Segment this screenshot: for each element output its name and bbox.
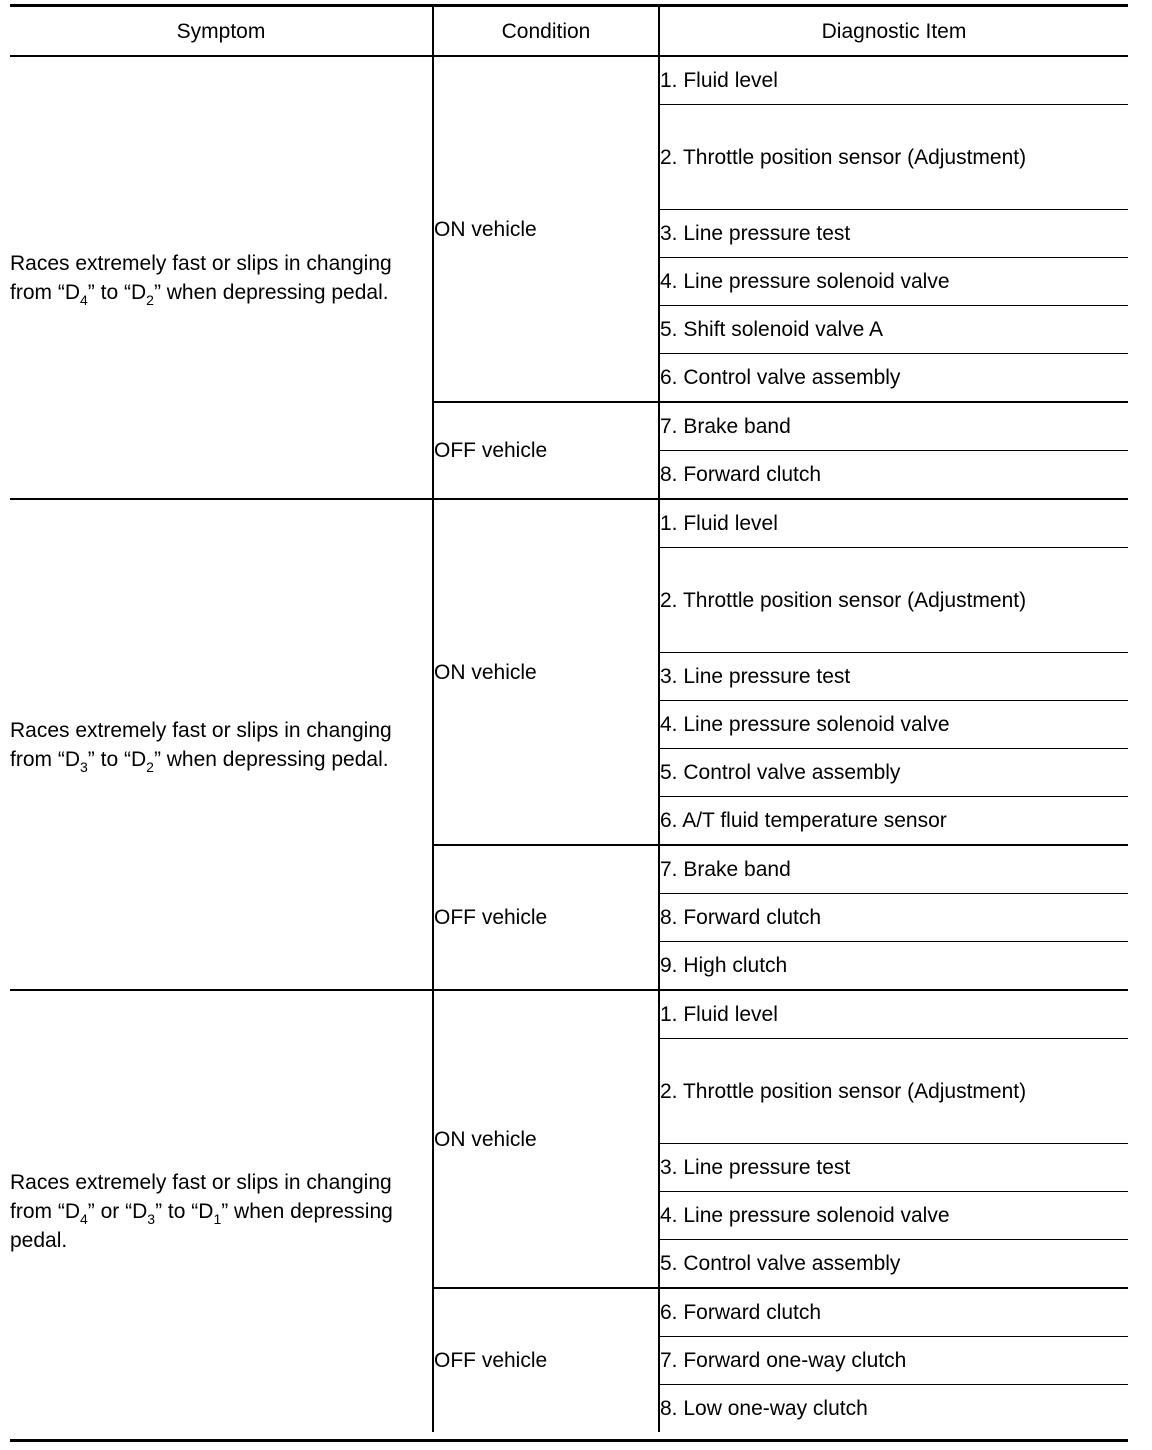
- diagnostic-item: 5. Shift solenoid valve A: [659, 306, 1128, 354]
- diagnostic-table: [10, 7, 1128, 1432]
- symptom-text: ” when depressing pedal.: [10, 1200, 393, 1252]
- symptom-text: Races extremely fast or slips in changing from “D: [10, 251, 392, 304]
- diagnostic-item: 4. Line pressure solenoid valve: [659, 1192, 1128, 1240]
- symptom-text: ” to “D: [155, 1200, 214, 1223]
- diagnostic-item: 4. Line pressure solenoid valve: [659, 258, 1128, 306]
- table-row: [10, 499, 1128, 548]
- diagnostic-item: 6. A/T fluid temperature sensor: [659, 797, 1128, 846]
- diagnostic-item: 1. Fluid level: [659, 56, 1128, 105]
- diagnostic-item: 2. Throttle position sensor (Adjustment): [659, 548, 1128, 653]
- diagnostic-item: 3. Line pressure test: [659, 653, 1128, 701]
- symptom-cell: [10, 990, 433, 1432]
- symptom-subscript: 2: [146, 291, 154, 308]
- diagnostic-item: 6. Control valve assembly: [659, 354, 1128, 403]
- condition-off-vehicle: OFF vehicle: [433, 845, 659, 990]
- symptom-text: ” to “D: [87, 280, 147, 304]
- symptom-subscript: 4: [80, 1211, 88, 1227]
- diagnostic-item: 1. Fluid level: [659, 990, 1128, 1039]
- symptom-subscript: 1: [213, 1211, 222, 1227]
- condition-off-vehicle: OFF vehicle: [433, 402, 659, 499]
- condition-on-vehicle: ON vehicle: [433, 990, 659, 1288]
- diagnostic-item: 3. Line pressure test: [659, 210, 1128, 258]
- diagnostic-item: 8. Forward clutch: [659, 894, 1128, 942]
- diagnostic-item: 8. Forward clutch: [659, 451, 1128, 500]
- diagnostic-item: 4. Line pressure solenoid valve: [659, 701, 1128, 749]
- table-body: [10, 56, 1128, 1432]
- header-diagnostic-item: Diagnostic Item: [659, 7, 1128, 56]
- diagnostic-item: 3. Line pressure test: [659, 1144, 1128, 1192]
- diagnostic-item: 8. Low one-way clutch: [660, 1397, 868, 1420]
- diagnostic-item: 2. Throttle position sensor (Adjustment): [659, 105, 1128, 210]
- table-row: [10, 56, 1128, 105]
- condition-off-vehicle: OFF vehicle: [433, 1288, 659, 1432]
- symptom-subscript: 3: [80, 758, 88, 775]
- symptom-subscript: 2: [146, 758, 154, 775]
- diagnostic-item: 9. High clutch: [659, 942, 1128, 991]
- diagnostic-item: 7. Brake band: [659, 845, 1128, 894]
- table-header-row: [10, 7, 1128, 56]
- diagnostic-item: 1. Fluid level: [659, 499, 1128, 548]
- condition-on-vehicle: ON vehicle: [433, 499, 659, 845]
- diagnostic-item: 5. Control valve assembly: [659, 1240, 1128, 1289]
- diagnostic-item: 7. Forward one-way clutch: [659, 1337, 1128, 1385]
- header-symptom: Symptom: [10, 7, 433, 56]
- diagnostic-item: 6. Forward clutch: [659, 1288, 1128, 1337]
- symptom-subscript: 4: [80, 291, 88, 308]
- diagnostic-table-sheet: [10, 4, 1128, 1442]
- diagnostic-item: 5. Control valve assembly: [659, 749, 1128, 797]
- symptom-text: ” or “D: [87, 1200, 148, 1223]
- table-row: [10, 990, 1128, 1039]
- symptom-text: ” when depressing pedal.: [153, 747, 389, 771]
- symptom-text: Races extremely fast or slips in changing from “D: [10, 1171, 392, 1223]
- symptom-cell: [10, 499, 433, 990]
- diagnostic-item: 2. Throttle position sensor (Adjustment): [659, 1039, 1128, 1144]
- header-condition: Condition: [433, 7, 659, 56]
- condition-on-vehicle: ON vehicle: [433, 56, 659, 402]
- symptom-text: Races extremely fast or slips in changing from “D: [10, 718, 392, 771]
- symptom-subscript: 3: [147, 1211, 156, 1227]
- symptom-text: ” when depressing pedal.: [153, 280, 389, 304]
- symptom-text: ” to “D: [87, 747, 147, 771]
- symptom-cell: [10, 56, 433, 499]
- diagnostic-item: 7. Brake band: [659, 402, 1128, 451]
